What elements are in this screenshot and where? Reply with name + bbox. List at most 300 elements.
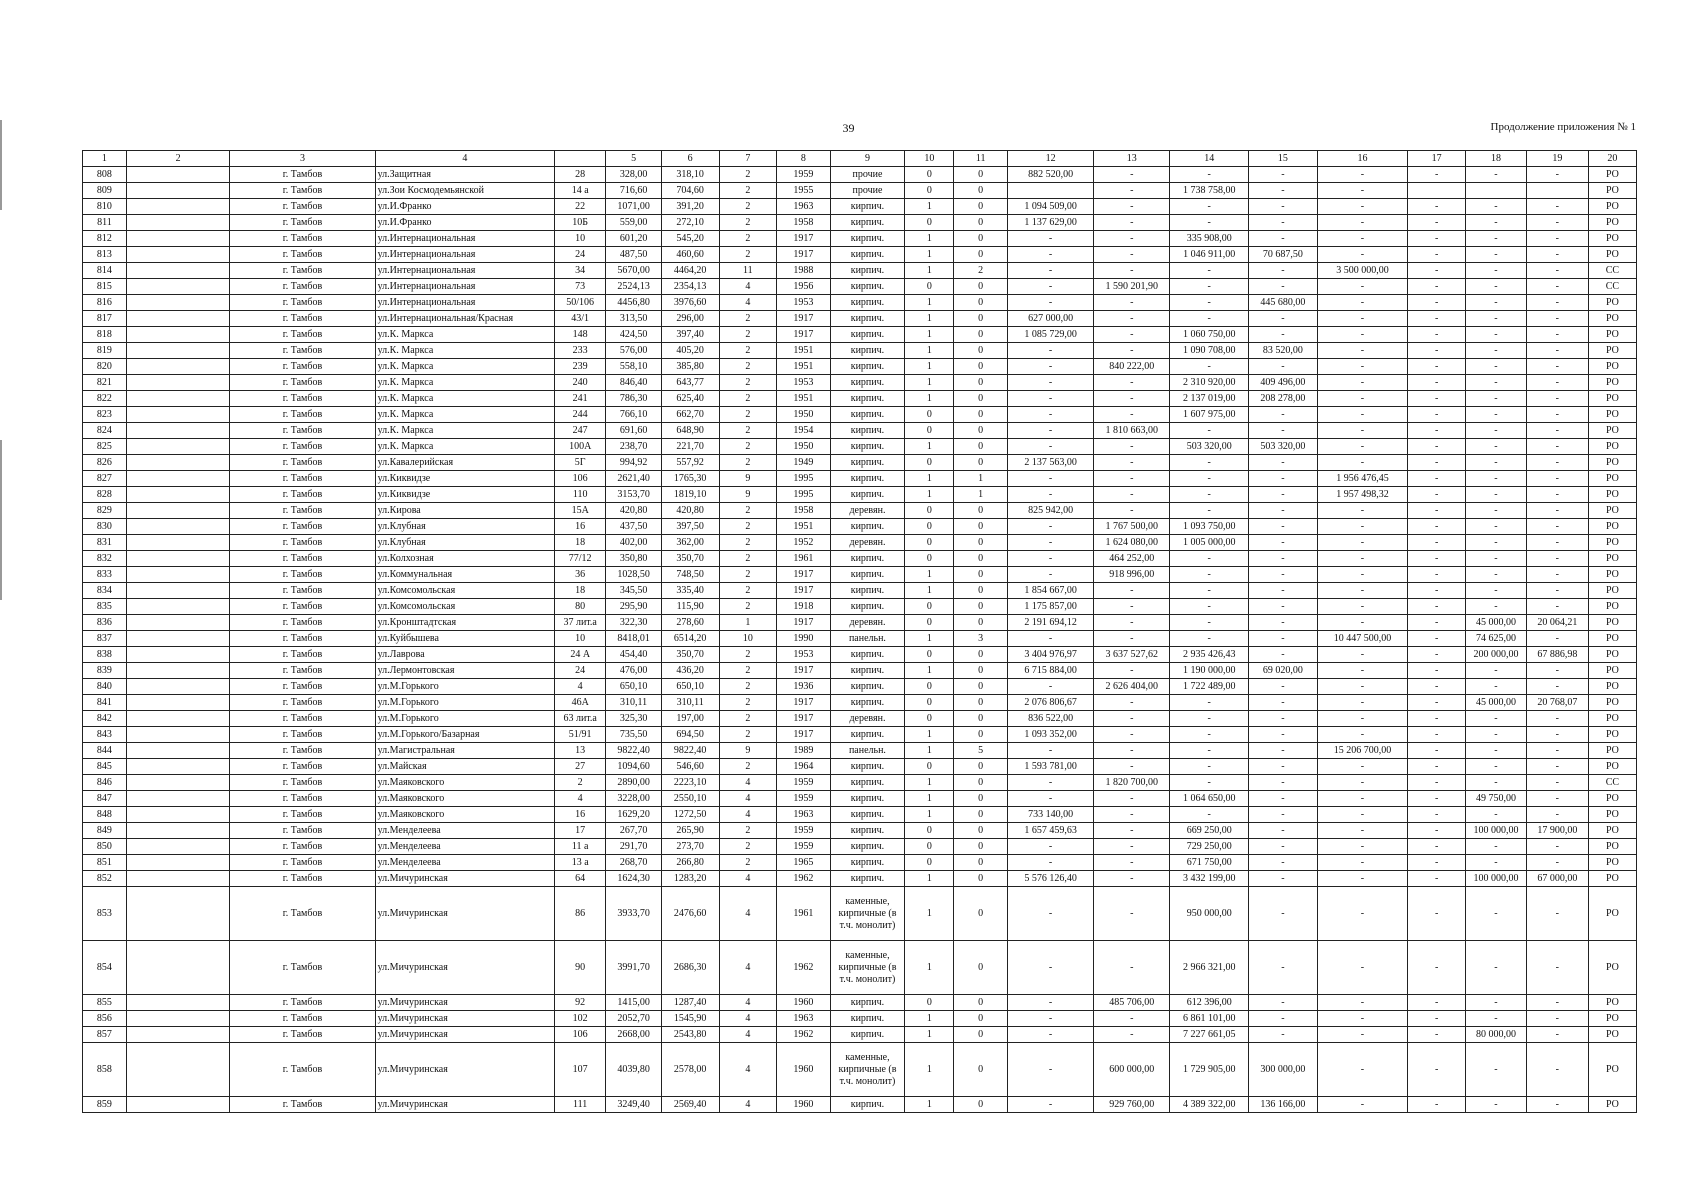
table-cell: 0 xyxy=(954,1011,1007,1027)
table-cell: - xyxy=(1408,727,1466,743)
table-cell: 0 xyxy=(905,279,954,295)
table-cell: ул.Майская xyxy=(375,759,554,775)
table-cell: - xyxy=(1170,743,1249,759)
table-cell: 80 000,00 xyxy=(1466,1027,1527,1043)
table-cell: - xyxy=(1526,407,1588,423)
table-cell: - xyxy=(1170,727,1249,743)
table-cell: каменные, кирпичные (в т.ч. монолит) xyxy=(830,887,905,941)
table-cell: 4039,80 xyxy=(606,1043,662,1097)
table-cell: кирпич. xyxy=(830,263,905,279)
table-cell: 328,00 xyxy=(606,167,662,183)
table-cell: 325,30 xyxy=(606,711,662,727)
table-cell: - xyxy=(1317,375,1408,391)
table-row xyxy=(83,775,1637,791)
table-cell: - xyxy=(1317,995,1408,1011)
table-cell xyxy=(126,663,230,679)
table-cell: СС xyxy=(1588,775,1636,791)
table-cell: - xyxy=(1094,791,1170,807)
table-cell: г. Тамбов xyxy=(230,279,375,295)
table-cell: 3 500 000,00 xyxy=(1317,263,1408,279)
table-cell: - xyxy=(1094,631,1170,647)
table-row xyxy=(83,583,1637,599)
table-cell: - xyxy=(1094,855,1170,871)
table-cell xyxy=(126,941,230,995)
table-cell: 835 xyxy=(83,599,127,615)
table-cell: ул.Интернациональная/Красная xyxy=(375,311,554,327)
table-cell: 106 xyxy=(555,1027,606,1043)
table-cell xyxy=(126,375,230,391)
table-cell: 10 xyxy=(555,231,606,247)
table-cell: ул.Менделеева xyxy=(375,855,554,871)
table-cell: РО xyxy=(1588,199,1636,215)
table-cell: 22 xyxy=(555,199,606,215)
table-cell: СС xyxy=(1588,279,1636,295)
table-cell: 208 278,00 xyxy=(1249,391,1317,407)
table-cell: - xyxy=(1007,279,1094,295)
table-cell: ул.Маяковского xyxy=(375,791,554,807)
table-cell: 643,77 xyxy=(661,375,719,391)
table-cell: 1 957 498,32 xyxy=(1317,487,1408,503)
table-cell: 77/12 xyxy=(555,551,606,567)
table-cell: г. Тамбов xyxy=(230,391,375,407)
table-cell: РО xyxy=(1588,535,1636,551)
table-cell: - xyxy=(1094,871,1170,887)
table-cell: 1 xyxy=(905,941,954,995)
table-cell: 4 xyxy=(719,871,777,887)
table-row xyxy=(83,759,1637,775)
table-cell: - xyxy=(1526,727,1588,743)
table-cell: 836 522,00 xyxy=(1007,711,1094,727)
table-cell: - xyxy=(1526,279,1588,295)
table-cell: - xyxy=(1170,215,1249,231)
table-cell: - xyxy=(1317,167,1408,183)
table-cell: - xyxy=(1249,311,1317,327)
table-cell: - xyxy=(1170,695,1249,711)
table-cell: - xyxy=(1170,359,1249,375)
table-cell: 851 xyxy=(83,855,127,871)
table-cell: - xyxy=(1408,519,1466,535)
table-cell: 1962 xyxy=(777,1027,830,1043)
table-cell: 1963 xyxy=(777,199,830,215)
table-row xyxy=(83,487,1637,503)
table-cell: - xyxy=(1408,695,1466,711)
table-cell: 842 xyxy=(83,711,127,727)
table-cell: - xyxy=(1526,167,1588,183)
table-cell: г. Тамбов xyxy=(230,1043,375,1097)
table-cell: ул.Киквидзе xyxy=(375,471,554,487)
table-cell: - xyxy=(1094,455,1170,471)
table-cell: г. Тамбов xyxy=(230,359,375,375)
table-cell: 1917 xyxy=(777,327,830,343)
table-cell: 268,70 xyxy=(606,855,662,871)
table-cell: ул.И.Франко xyxy=(375,215,554,231)
table-row xyxy=(83,995,1637,1011)
table-cell: 0 xyxy=(905,995,954,1011)
table-cell: РО xyxy=(1588,1027,1636,1043)
table-cell: 102 xyxy=(555,1011,606,1027)
table-cell: 1 xyxy=(905,631,954,647)
table-cell: ул.Магистральная xyxy=(375,743,554,759)
table-cell xyxy=(126,215,230,231)
table-cell: 823 xyxy=(83,407,127,423)
table-cell: - xyxy=(1408,343,1466,359)
table-cell: 221,70 xyxy=(661,439,719,455)
table-cell: 4 xyxy=(719,887,777,941)
table-cell: РО xyxy=(1588,327,1636,343)
table-cell: РО xyxy=(1588,663,1636,679)
table-cell: 2 xyxy=(719,727,777,743)
table-cell: кирпич. xyxy=(830,695,905,711)
table-cell: 5Г xyxy=(555,455,606,471)
table-cell: - xyxy=(1408,631,1466,647)
table-cell: г. Тамбов xyxy=(230,343,375,359)
table-cell: - xyxy=(1249,231,1317,247)
table-cell: - xyxy=(1466,839,1527,855)
table-cell: - xyxy=(1526,995,1588,1011)
table-cell: 1 xyxy=(905,199,954,215)
table-cell: 0 xyxy=(954,823,1007,839)
table-cell: 2 xyxy=(719,823,777,839)
table-cell: - xyxy=(1466,1043,1527,1097)
table-cell: ул.Кавалерийская xyxy=(375,455,554,471)
table-cell: 2476,60 xyxy=(661,887,719,941)
table-cell: - xyxy=(1170,567,1249,583)
table-cell: 6514,20 xyxy=(661,631,719,647)
table-cell: 345,50 xyxy=(606,583,662,599)
table-cell: - xyxy=(1170,807,1249,823)
table-cell: - xyxy=(1466,679,1527,695)
table-cell: - xyxy=(1466,807,1527,823)
table-cell: кирпич. xyxy=(830,727,905,743)
table-cell: 1962 xyxy=(777,941,830,995)
table-cell: 24 А xyxy=(555,647,606,663)
table-cell: 837 xyxy=(83,631,127,647)
table-cell: 1995 xyxy=(777,487,830,503)
table-cell: РО xyxy=(1588,871,1636,887)
table-row xyxy=(83,615,1637,631)
table-cell: 4456,80 xyxy=(606,295,662,311)
table-cell: 402,00 xyxy=(606,535,662,551)
table-cell: 2052,70 xyxy=(606,1011,662,1027)
table-cell: 821 xyxy=(83,375,127,391)
table-cell: - xyxy=(1317,199,1408,215)
table-cell: кирпич. xyxy=(830,471,905,487)
table-cell: 0 xyxy=(905,423,954,439)
table-cell: - xyxy=(1526,535,1588,551)
table-cell: 1028,50 xyxy=(606,567,662,583)
table-cell: 100 000,00 xyxy=(1466,823,1527,839)
table-cell: 15А xyxy=(555,503,606,519)
table-cell: кирпич. xyxy=(830,567,905,583)
table-cell: 4 xyxy=(719,995,777,1011)
table-cell: - xyxy=(1170,455,1249,471)
table-cell: 0 xyxy=(954,551,1007,567)
table-cell: - xyxy=(1249,471,1317,487)
table-cell: - xyxy=(1249,263,1317,279)
table-cell: кирпич. xyxy=(830,247,905,263)
table-cell: - xyxy=(1408,995,1466,1011)
table-cell: - xyxy=(1007,1043,1094,1097)
table-cell: - xyxy=(1249,455,1317,471)
table-cell: - xyxy=(1408,535,1466,551)
table-cell: г. Тамбов xyxy=(230,663,375,679)
table-cell: г. Тамбов xyxy=(230,1027,375,1043)
table-cell: 295,90 xyxy=(606,599,662,615)
continuation-label: Продолжение приложения № 1 xyxy=(1490,121,1636,133)
table-cell: 0 xyxy=(954,503,1007,519)
table-cell: - xyxy=(1007,407,1094,423)
table-cell: кирпич. xyxy=(830,391,905,407)
table-cell: 1 722 489,00 xyxy=(1170,679,1249,695)
table-cell: 0 xyxy=(954,679,1007,695)
table-cell: - xyxy=(1249,359,1317,375)
table-cell: - xyxy=(1249,583,1317,599)
table-cell: 2 xyxy=(719,679,777,695)
table-cell: - xyxy=(1249,711,1317,727)
table-cell: 2621,40 xyxy=(606,471,662,487)
table-cell: 2 935 426,43 xyxy=(1170,647,1249,663)
table-cell: 545,20 xyxy=(661,231,719,247)
table-cell: - xyxy=(1007,295,1094,311)
table-cell: 20 768,07 xyxy=(1526,695,1588,711)
table-cell: РО xyxy=(1588,183,1636,199)
table-cell: 2 xyxy=(719,199,777,215)
table-cell: 1 xyxy=(905,375,954,391)
table-cell: - xyxy=(1249,615,1317,631)
table-cell: - xyxy=(1094,887,1170,941)
column-header: 5 xyxy=(606,151,662,167)
table-cell: 834 xyxy=(83,583,127,599)
table-cell: - xyxy=(1007,263,1094,279)
table-cell: - xyxy=(1317,455,1408,471)
table-cell: 1917 xyxy=(777,663,830,679)
table-cell: 2 137 563,00 xyxy=(1007,455,1094,471)
table-cell xyxy=(126,839,230,855)
table-cell: 0 xyxy=(954,647,1007,663)
table-cell: 18 xyxy=(555,535,606,551)
table-cell: - xyxy=(1526,199,1588,215)
table-cell: 350,70 xyxy=(661,647,719,663)
table-cell: РО xyxy=(1588,311,1636,327)
table-cell: 1 xyxy=(905,391,954,407)
table-row xyxy=(83,199,1637,215)
table-cell: 485 706,00 xyxy=(1094,995,1170,1011)
table-cell: 824 xyxy=(83,423,127,439)
table-cell: 4464,20 xyxy=(661,263,719,279)
table-cell: 73 xyxy=(555,279,606,295)
table-cell: - xyxy=(1249,647,1317,663)
table-cell: ул.Кронштадтская xyxy=(375,615,554,631)
table-cell: 0 xyxy=(954,407,1007,423)
table-row xyxy=(83,231,1637,247)
table-cell: кирпич. xyxy=(830,375,905,391)
table-cell: 808 xyxy=(83,167,127,183)
table-cell: ул.Мичуринская xyxy=(375,871,554,887)
table-cell: г. Тамбов xyxy=(230,791,375,807)
table-cell: г. Тамбов xyxy=(230,407,375,423)
table-cell: 1 xyxy=(905,791,954,807)
table-cell: 50/106 xyxy=(555,295,606,311)
table-cell: РО xyxy=(1588,791,1636,807)
table-cell: 197,00 xyxy=(661,711,719,727)
table-cell: 1 657 459,63 xyxy=(1007,823,1094,839)
table-cell: 1 xyxy=(905,775,954,791)
table-cell: 2 966 321,00 xyxy=(1170,941,1249,995)
table-row xyxy=(83,343,1637,359)
column-header: 4 xyxy=(375,151,554,167)
table-cell: - xyxy=(1526,1097,1588,1113)
table-row xyxy=(83,279,1637,295)
table-cell: 67 000,00 xyxy=(1526,871,1588,887)
table-cell xyxy=(126,871,230,887)
table-cell: деревян. xyxy=(830,503,905,519)
table-cell: - xyxy=(1094,215,1170,231)
table-cell: - xyxy=(1466,583,1527,599)
table-cell: ул.Комсомольская xyxy=(375,583,554,599)
table-cell: 9822,40 xyxy=(606,743,662,759)
table-cell: - xyxy=(1408,583,1466,599)
table-row xyxy=(83,327,1637,343)
table-cell: 5 xyxy=(954,743,1007,759)
table-cell: - xyxy=(1007,1027,1094,1043)
table-cell: г. Тамбов xyxy=(230,327,375,343)
table-cell: 1950 xyxy=(777,407,830,423)
table-cell: 1959 xyxy=(777,775,830,791)
table-cell: 1959 xyxy=(777,167,830,183)
table-cell: 1917 xyxy=(777,231,830,247)
table-cell: 3976,60 xyxy=(661,295,719,311)
table-cell: - xyxy=(1094,487,1170,503)
table-row xyxy=(83,359,1637,375)
table-cell: г. Тамбов xyxy=(230,231,375,247)
table-cell: 63 лит.а xyxy=(555,711,606,727)
table-cell: - xyxy=(1170,775,1249,791)
table-cell: кирпич. xyxy=(830,327,905,343)
table-cell: - xyxy=(1094,599,1170,615)
table-cell: 4 xyxy=(719,775,777,791)
table-cell: ул.Мичуринская xyxy=(375,1043,554,1097)
table-cell: - xyxy=(1317,887,1408,941)
table-cell: 1 064 650,00 xyxy=(1170,791,1249,807)
table-cell: кирпич. xyxy=(830,647,905,663)
table-cell: 2543,80 xyxy=(661,1027,719,1043)
table-cell: кирпич. xyxy=(830,231,905,247)
table-cell: 671 750,00 xyxy=(1170,855,1249,871)
table-cell: - xyxy=(1466,775,1527,791)
table-cell: - xyxy=(1317,615,1408,631)
table-cell: деревян. xyxy=(830,615,905,631)
table-row xyxy=(83,295,1637,311)
table-cell: 0 xyxy=(954,941,1007,995)
table-row xyxy=(83,183,1637,199)
table-cell: г. Тамбов xyxy=(230,551,375,567)
table-cell: 600 000,00 xyxy=(1094,1043,1170,1097)
table-cell: 2 xyxy=(719,599,777,615)
table-cell: 1 xyxy=(905,1027,954,1043)
table-cell: г. Тамбов xyxy=(230,439,375,455)
table-cell: 1955 xyxy=(777,183,830,199)
table-cell: - xyxy=(1526,743,1588,759)
table-cell: 820 xyxy=(83,359,127,375)
table-cell: 278,60 xyxy=(661,615,719,631)
table-cell: - xyxy=(1408,743,1466,759)
table-cell xyxy=(126,599,230,615)
table-cell: г. Тамбов xyxy=(230,455,375,471)
table-cell: 0 xyxy=(905,535,954,551)
table-cell: 831 xyxy=(83,535,127,551)
table-row xyxy=(83,647,1637,663)
table-cell: - xyxy=(1466,247,1527,263)
table-cell: ул.М.Горького/Базарная xyxy=(375,727,554,743)
table-cell: ул.Интернациональная xyxy=(375,247,554,263)
table-row xyxy=(83,679,1637,695)
table-cell: - xyxy=(1526,455,1588,471)
table-cell: - xyxy=(1094,711,1170,727)
table-cell: 694,50 xyxy=(661,727,719,743)
table-cell: СС xyxy=(1588,263,1636,279)
table-cell: - xyxy=(1170,487,1249,503)
table-cell: - xyxy=(1317,1097,1408,1113)
table-row xyxy=(83,311,1637,327)
table-cell: 86 xyxy=(555,887,606,941)
table-cell: 17 xyxy=(555,823,606,839)
table-cell xyxy=(126,1027,230,1043)
table-cell: 855 xyxy=(83,995,127,1011)
table-cell: 1965 xyxy=(777,855,830,871)
table-cell: 1952 xyxy=(777,535,830,551)
table-cell: 1 729 905,00 xyxy=(1170,1043,1249,1097)
table-cell: 1917 xyxy=(777,615,830,631)
table-cell: ул.Интернациональная xyxy=(375,263,554,279)
table-cell: - xyxy=(1170,199,1249,215)
table-cell: 1989 xyxy=(777,743,830,759)
table-cell: 464 252,00 xyxy=(1094,551,1170,567)
table-cell: 436,20 xyxy=(661,663,719,679)
table-cell: 0 xyxy=(954,359,1007,375)
table-cell: - xyxy=(1408,1097,1466,1113)
table-row xyxy=(83,407,1637,423)
table-cell: - xyxy=(1408,791,1466,807)
table-cell: 735,50 xyxy=(606,727,662,743)
table-cell: - xyxy=(1526,567,1588,583)
table-cell: 2 310 920,00 xyxy=(1170,375,1249,391)
table-cell: 4 xyxy=(719,1043,777,1097)
table-cell: - xyxy=(1094,807,1170,823)
table-cell: РО xyxy=(1588,631,1636,647)
table-cell: 848 xyxy=(83,807,127,823)
table-cell: РО xyxy=(1588,407,1636,423)
table-cell: г. Тамбов xyxy=(230,941,375,995)
table-cell: 1 xyxy=(905,343,954,359)
table-cell: 0 xyxy=(905,711,954,727)
table-cell: РО xyxy=(1588,583,1636,599)
table-cell: - xyxy=(1466,343,1527,359)
table-cell: 1 xyxy=(905,311,954,327)
table-cell: 0 xyxy=(954,663,1007,679)
table-cell: - xyxy=(1094,391,1170,407)
table-cell: 840 xyxy=(83,679,127,695)
table-cell: - xyxy=(1466,407,1527,423)
table-cell: 0 xyxy=(954,791,1007,807)
table-cell: РО xyxy=(1588,941,1636,995)
table-cell: - xyxy=(1526,487,1588,503)
table-cell: 46А xyxy=(555,695,606,711)
table-cell: РО xyxy=(1588,1097,1636,1113)
table-cell: 2 xyxy=(719,183,777,199)
table-cell: - xyxy=(1317,647,1408,663)
table-cell: 7 227 661,05 xyxy=(1170,1027,1249,1043)
table-cell: 106 xyxy=(555,471,606,487)
